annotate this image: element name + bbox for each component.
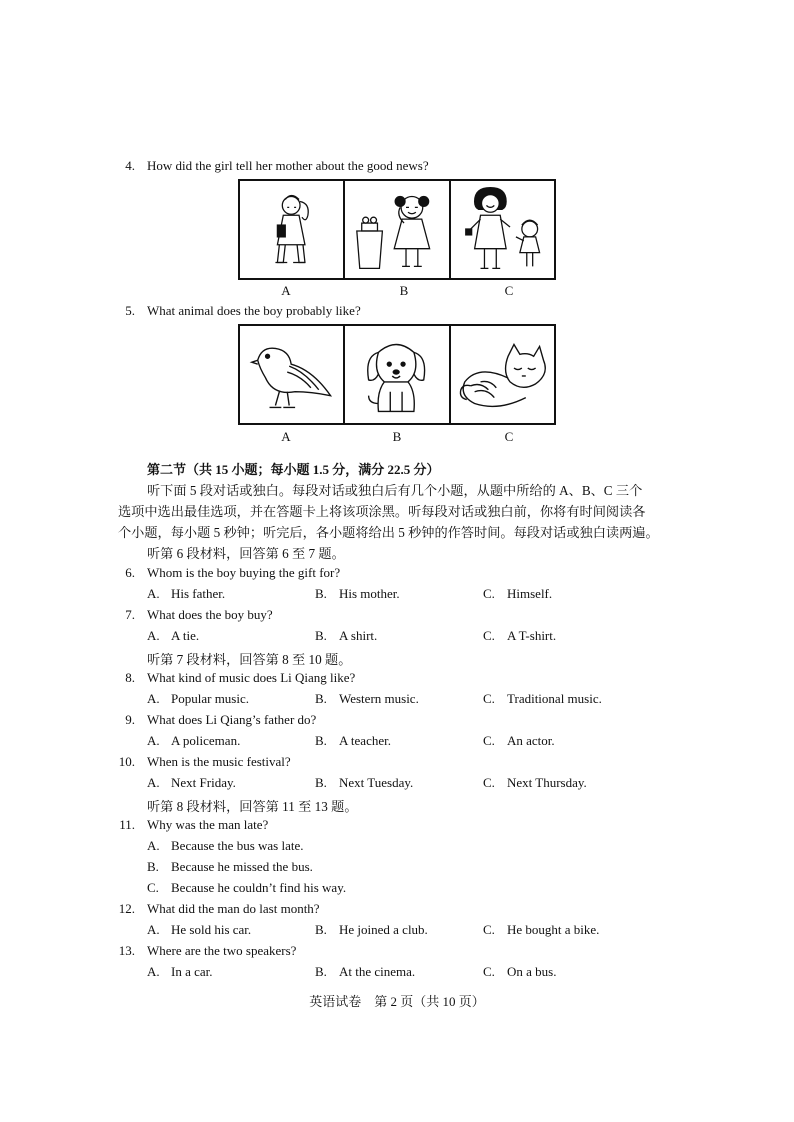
question-4-label-c: C xyxy=(504,283,514,298)
q9-option-c-letter: C. xyxy=(483,733,495,748)
question-5-number: 5. xyxy=(125,303,135,318)
q11-option-c-letter: C. xyxy=(147,880,159,895)
question-9-text: What does Li Qiang’s father do? xyxy=(147,712,317,727)
q7-option-b-letter: B. xyxy=(315,628,327,643)
material-8-instruction: 听第 8 段材料，回答第 11 至 13 题。 xyxy=(147,799,358,814)
q11-option-c[interactable]: Because he couldn’t find his way. xyxy=(171,880,347,895)
q13-option-c[interactable]: On a bus. xyxy=(507,964,557,979)
question-7-text: What does the boy buy? xyxy=(147,607,273,622)
question-11-number: 11. xyxy=(119,817,135,832)
q9-option-b-letter: B. xyxy=(315,733,327,748)
q6-option-a-letter: A. xyxy=(147,586,160,601)
question-4-label-b: B xyxy=(399,283,409,298)
q12-option-c-letter: C. xyxy=(483,922,495,937)
question-8-text: What kind of music does Li Qiang like? xyxy=(147,670,356,685)
q6-option-b-letter: B. xyxy=(315,586,327,601)
q10-option-b[interactable]: Next Tuesday. xyxy=(339,775,414,790)
q6-option-c[interactable]: Himself. xyxy=(507,586,553,601)
q12-option-a-letter: A. xyxy=(147,922,160,937)
question-13-text: Where are the two speakers? xyxy=(147,943,297,958)
question-5-picture-row xyxy=(238,324,556,425)
section-2-intro-line-2: 选项中选出最佳选项，并在答题卡上将该项涂黑。听每段对话或独白前，你将有时间阅读各 xyxy=(118,504,646,519)
question-4-number: 4. xyxy=(125,158,135,173)
q11-option-b-letter: B. xyxy=(147,859,159,874)
q13-option-a[interactable]: In a car. xyxy=(171,964,213,979)
girl-with-telephone-icon xyxy=(345,181,448,278)
q12-option-a[interactable]: He sold his car. xyxy=(171,922,252,937)
q10-option-a[interactable]: Next Friday. xyxy=(171,775,236,790)
q13-option-b[interactable]: At the cinema. xyxy=(339,964,416,979)
q6-option-a[interactable]: His father. xyxy=(171,586,226,601)
question-9-number: 9. xyxy=(125,712,135,727)
question-4-label-a: A xyxy=(281,283,291,298)
q11-option-b[interactable]: Because he missed the bus. xyxy=(171,859,313,874)
q12-option-b[interactable]: He joined a club. xyxy=(339,922,428,937)
question-5-text: What animal does the boy probably like? xyxy=(147,303,361,318)
question-4-option-b-picture[interactable] xyxy=(345,181,450,278)
q13-option-a-letter: A. xyxy=(147,964,160,979)
q8-option-a-letter: A. xyxy=(147,691,160,706)
question-6-number: 6. xyxy=(125,565,135,580)
section-2-intro-line-3: 个小题，每小题 5 秒钟；听完后，各小题将给出 5 秒钟的作答时间。每段对话或独白读两遍。 xyxy=(118,525,659,540)
q8-option-a[interactable]: Popular music. xyxy=(171,691,249,706)
bird-icon xyxy=(240,326,343,423)
question-5-label-b: B xyxy=(392,429,402,444)
mother-and-girl-icon xyxy=(451,181,554,278)
question-5-label-c: C xyxy=(504,429,514,444)
dog-icon xyxy=(345,326,448,423)
question-11-text: Why was the man late? xyxy=(147,817,269,832)
q9-option-b[interactable]: A teacher. xyxy=(339,733,391,748)
q7-option-a[interactable]: A tie. xyxy=(171,628,200,643)
material-6-instruction: 听第 6 段材料，回答第 6 至 7 题。 xyxy=(147,546,345,561)
section-2-heading: 第二节（共 15 小题；每小题 1.5 分，满分 22.5 分） xyxy=(147,462,440,477)
q13-option-c-letter: C. xyxy=(483,964,495,979)
q11-option-a[interactable]: Because the bus was late. xyxy=(171,838,304,853)
q10-option-b-letter: B. xyxy=(315,775,327,790)
question-4-text: How did the girl tell her mother about the good news? xyxy=(147,158,429,173)
question-10-number: 10. xyxy=(118,754,135,769)
material-7-instruction: 听第 7 段材料，回答第 8 至 10 题。 xyxy=(147,652,352,667)
section-2-intro-line-1: 听下面 5 段对话或独白。每段对话或独白后有几个小题，从题中所给的 A、B、C 三个 xyxy=(147,483,643,498)
question-12-text: What did the man do last month? xyxy=(147,901,320,916)
q7-option-c-letter: C. xyxy=(483,628,495,643)
q6-option-c-letter: C. xyxy=(483,586,495,601)
q8-option-c[interactable]: Traditional music. xyxy=(507,691,602,706)
page-footer: 英语试卷 第 2 页（共 10 页） xyxy=(309,994,485,1009)
q7-option-b[interactable]: A shirt. xyxy=(339,628,378,643)
question-8-number: 8. xyxy=(125,670,135,685)
q8-option-b[interactable]: Western music. xyxy=(339,691,419,706)
q7-option-a-letter: A. xyxy=(147,628,160,643)
girl-with-phone-icon xyxy=(240,181,343,278)
q9-option-a[interactable]: A policeman. xyxy=(171,733,241,748)
q11-option-a-letter: A. xyxy=(147,838,160,853)
q13-option-b-letter: B. xyxy=(315,964,327,979)
question-13-number: 13. xyxy=(118,943,135,958)
cat-icon xyxy=(451,326,554,423)
q6-option-b[interactable]: His mother. xyxy=(339,586,400,601)
question-4-option-a-picture[interactable] xyxy=(240,181,345,278)
question-5-option-b-picture[interactable] xyxy=(345,326,450,423)
question-4-picture-row xyxy=(238,179,556,280)
question-10-text: When is the music festival? xyxy=(147,754,291,769)
question-5-option-a-picture[interactable] xyxy=(240,326,345,423)
q10-option-a-letter: A. xyxy=(147,775,160,790)
question-12-number: 12. xyxy=(118,901,135,916)
q9-option-a-letter: A. xyxy=(147,733,160,748)
q9-option-c[interactable]: An actor. xyxy=(507,733,555,748)
question-4-option-c-picture[interactable] xyxy=(451,181,554,278)
question-5-label-a: A xyxy=(281,429,291,444)
q8-option-b-letter: B. xyxy=(315,691,327,706)
q12-option-c[interactable]: He bought a bike. xyxy=(507,922,600,937)
q12-option-b-letter: B. xyxy=(315,922,327,937)
q8-option-c-letter: C. xyxy=(483,691,495,706)
question-7-number: 7. xyxy=(125,607,135,622)
q10-option-c[interactable]: Next Thursday. xyxy=(507,775,587,790)
question-6-text: Whom is the boy buying the gift for? xyxy=(147,565,341,580)
q10-option-c-letter: C. xyxy=(483,775,495,790)
q7-option-c[interactable]: A T-shirt. xyxy=(507,628,557,643)
question-5-option-c-picture[interactable] xyxy=(451,326,554,423)
